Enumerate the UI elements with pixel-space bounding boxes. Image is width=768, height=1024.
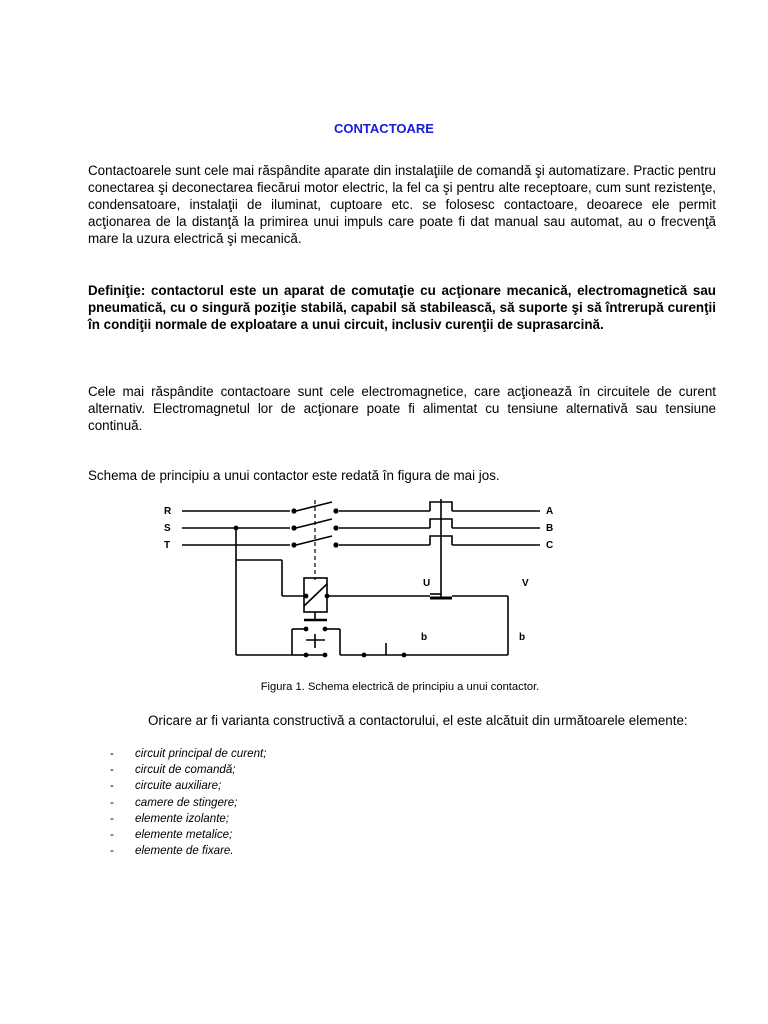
list-item-text: circuit de comandă; xyxy=(135,763,236,777)
input-label-s: S xyxy=(164,523,171,534)
figure-caption: Figura 1. Schema electrică de principiu a unui contactor. xyxy=(260,681,540,693)
list-item xyxy=(110,762,266,778)
output-label-c: C xyxy=(546,540,554,551)
list-item-text: elemente metalice; xyxy=(135,828,233,842)
aux-label-b-left: b xyxy=(421,632,428,643)
list-dash: - xyxy=(110,844,114,858)
list-item xyxy=(110,843,266,859)
input-label-r: R xyxy=(164,506,172,517)
list-item-text: elemente de fixare. xyxy=(135,844,234,858)
list-item xyxy=(110,795,266,811)
list-item xyxy=(110,746,266,762)
schema-intro-paragraph: Schema de principiu a unui contactor este redată în figura de mai jos. xyxy=(88,468,500,483)
list-item xyxy=(110,827,266,843)
motor-label-v: V xyxy=(522,578,529,589)
motor-label-u: U xyxy=(423,578,431,589)
list-item-text: circuit principal de curent; xyxy=(135,747,267,760)
list-dash: - xyxy=(110,763,114,777)
page-title: CONTACTOARE xyxy=(334,121,434,136)
output-label-b: B xyxy=(546,523,554,534)
list-item xyxy=(110,778,266,794)
list-item-text: camere de stingere; xyxy=(135,795,238,809)
list-item-text: circuite auxiliare; xyxy=(135,779,222,793)
list-dash: - xyxy=(110,811,114,825)
list-dash: - xyxy=(110,747,114,760)
elements-list xyxy=(110,746,266,859)
list-dash: - xyxy=(110,828,114,842)
input-label-t: T xyxy=(164,540,171,551)
list-dash: - xyxy=(110,795,114,809)
output-label-a: A xyxy=(546,506,554,517)
intro-paragraph: Contactoarele sunt cele mai răspândite aparate din instalaţiile de comandă şi automatizare. Practic pentru conectarea şi deconectarea fiecărui motor electric, la fel ca şi pentru alte receptoare, cum sunt rezistenţe, condensatoare, instalaţii de iluminat, cuptoare etc. se folosesc contactoare, deoarece ele permit acţionarea de la distanţă la primirea unui impuls care poate fi dat manual sau automat, au o frecvenţă mare la uzura electrică şi mecanică. xyxy=(88,163,716,246)
list-item xyxy=(110,811,266,827)
electromagnetic-paragraph: Cele mai răspândite contactoare sunt cele electromagnetice, care acţionează în circuitele de curent alternativ. Electromagnetul lor de acţionare poate fi alimentat cu tensiune alternativă sau tensiune continuă. xyxy=(88,384,716,433)
list-dash: - xyxy=(110,779,114,793)
aux-label-b-right: b xyxy=(519,632,526,643)
definition-paragraph: Definiţie: contactorul este un aparat de comutaţie cu acţionare mecanică, electromagnetică sau pneumatică, cu o singură poziţie stabilă, capabil să stabilească, să suporte şi să întrerupă curenţii în condiţii normale de exploatare a unui circuit, inclusiv curenţii de suprasarcină. xyxy=(88,283,716,332)
composition-paragraph: Oricare ar fi varianta constructivă a contactorului, el este alcătuit din următoarele elemente: xyxy=(148,713,688,728)
list-item-text: elemente izolante; xyxy=(135,811,230,825)
